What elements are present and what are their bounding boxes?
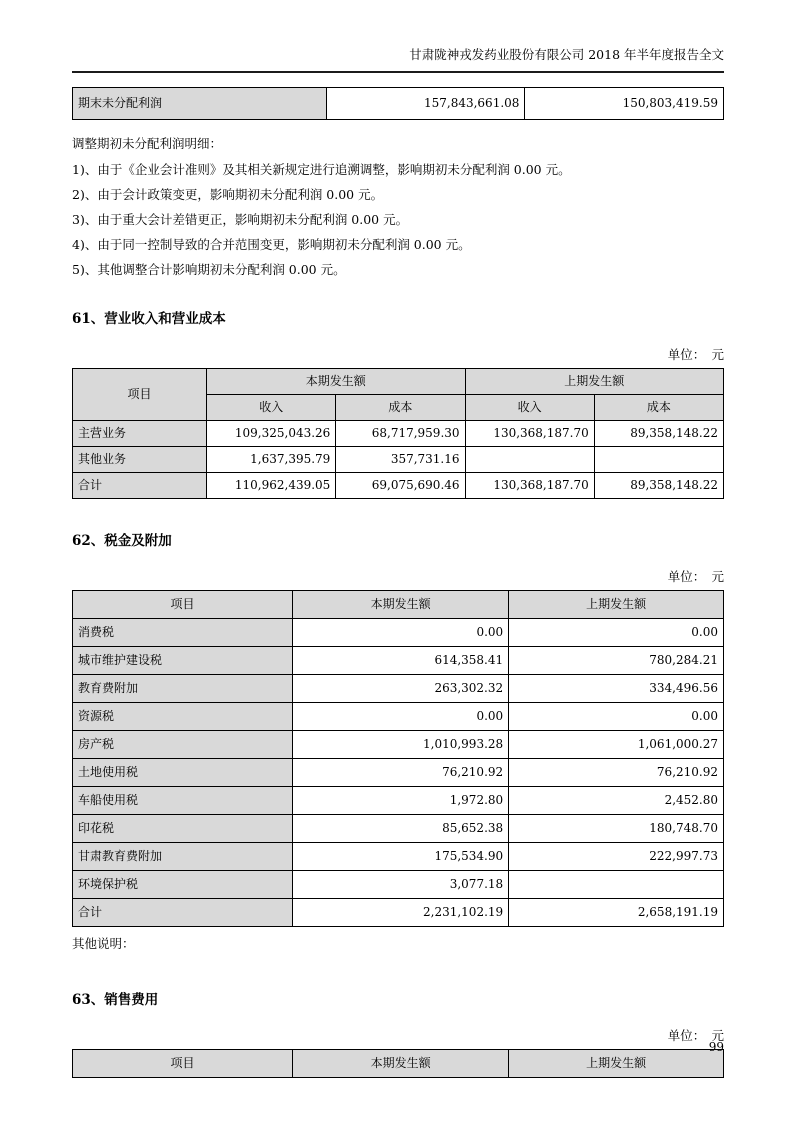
- row-label: 其他业务: [73, 447, 207, 473]
- table-row: [73, 843, 724, 871]
- table-row: [73, 647, 724, 675]
- page-number: 99: [708, 1040, 724, 1054]
- table-row: [73, 88, 724, 120]
- table-row: [73, 871, 724, 899]
- cell-value: 357,731.16: [336, 447, 465, 473]
- header-rule: [72, 71, 724, 73]
- row-label: 房产税: [73, 731, 293, 759]
- cell-value: [594, 447, 723, 473]
- cell-value: 180,748.70: [509, 815, 724, 843]
- table-row: [73, 899, 724, 927]
- cell-value: 130,368,187.70: [465, 473, 594, 499]
- cell-value: 1,061,000.27: [509, 731, 724, 759]
- row-label: 期末未分配利润: [73, 88, 327, 120]
- col-item: 项目: [73, 1050, 293, 1078]
- cell-value: 2,658,191.19: [509, 899, 724, 927]
- section-62-heading: 62、税金及附加: [72, 533, 172, 549]
- previous-value: 150,803,419.59: [525, 88, 724, 120]
- col-previous: 上期发生额: [465, 369, 723, 395]
- col-current: 本期发生额: [293, 591, 509, 619]
- cell-value: 614,358.41: [293, 647, 509, 675]
- cell-value: 222,997.73: [509, 843, 724, 871]
- table-row: [73, 731, 724, 759]
- tax-table: [72, 590, 724, 927]
- cell-value: 68,717,959.30: [336, 421, 465, 447]
- col-previous: 上期发生额: [509, 591, 724, 619]
- table-row: [73, 787, 724, 815]
- col-current: 本期发生额: [293, 1050, 509, 1078]
- cell-value: [509, 871, 724, 899]
- doc-header-title: 甘肃陇神戎发药业股份有限公司 2018 年半年度报告全文: [409, 47, 724, 62]
- adjustment-item: 3)、由于重大会计差错更正，影响期初未分配利润 0.00 元。: [72, 212, 409, 227]
- cell-value: 69,075,690.46: [336, 473, 465, 499]
- cell-value: 110,962,439.05: [207, 473, 336, 499]
- current-value: 157,843,661.08: [326, 88, 525, 120]
- table-row: [73, 619, 724, 647]
- row-label: 环境保护税: [73, 871, 293, 899]
- doc-header: [72, 0, 724, 64]
- table-header-row: [73, 591, 724, 619]
- cell-value: 3,077.18: [293, 871, 509, 899]
- row-label: 印花税: [73, 815, 293, 843]
- cell-value: [465, 447, 594, 473]
- cell-value: 2,452.80: [509, 787, 724, 815]
- selling-expense-table: [72, 1049, 724, 1078]
- cell-value: 1,010,993.28: [293, 731, 509, 759]
- row-label: 资源税: [73, 703, 293, 731]
- cell-value: 2,231,102.19: [293, 899, 509, 927]
- row-label: 合计: [73, 899, 293, 927]
- row-label: 消费税: [73, 619, 293, 647]
- col-previous: 上期发生额: [509, 1050, 724, 1078]
- retained-earnings-table: [72, 87, 724, 120]
- row-label: 甘肃教育费附加: [73, 843, 293, 871]
- adjustment-item: 2)、由于会计政策变更，影响期初未分配利润 0.00 元。: [72, 187, 384, 202]
- col-cost: 成本: [594, 395, 723, 421]
- row-label: 合计: [73, 473, 207, 499]
- unit-label: 单位： 元: [667, 1028, 724, 1043]
- cell-value: 85,652.38: [293, 815, 509, 843]
- col-item: 项目: [73, 369, 207, 421]
- cell-value: 0.00: [509, 703, 724, 731]
- col-cost: 成本: [336, 395, 465, 421]
- cell-value: 175,534.90: [293, 843, 509, 871]
- table-row: [73, 675, 724, 703]
- section-61-heading: 61、营业收入和营业成本: [72, 311, 226, 327]
- table-row: [73, 447, 724, 473]
- cell-value: 89,358,148.22: [594, 473, 723, 499]
- table-row: [73, 473, 724, 499]
- adjustment-item: 5)、其他调整合计影响期初未分配利润 0.00 元。: [72, 262, 346, 277]
- table-row: [73, 421, 724, 447]
- other-note: 其他说明：: [72, 936, 135, 951]
- cell-value: 109,325,043.26: [207, 421, 336, 447]
- table-header-row: [73, 369, 724, 395]
- table-row: [73, 703, 724, 731]
- cell-value: 89,358,148.22: [594, 421, 723, 447]
- cell-value: 263,302.32: [293, 675, 509, 703]
- row-label: 车船使用税: [73, 787, 293, 815]
- cell-value: 0.00: [293, 703, 509, 731]
- col-item: 项目: [73, 591, 293, 619]
- cell-value: 0.00: [293, 619, 509, 647]
- unit-label: 单位： 元: [667, 347, 724, 362]
- adjustment-intro: 调整期初未分配利润明细：: [72, 136, 223, 151]
- adjustment-item: 1)、由于《企业会计准则》及其相关新规定进行追溯调整，影响期初未分配利润 0.00 元。: [72, 162, 571, 177]
- adjustment-item: 4)、由于同一控制导致的合并范围变更，影响期初未分配利润 0.00 元。: [72, 237, 471, 252]
- table-row: [73, 815, 724, 843]
- col-income: 收入: [207, 395, 336, 421]
- cell-value: 780,284.21: [509, 647, 724, 675]
- table-header-row: [73, 1050, 724, 1078]
- cell-value: 334,496.56: [509, 675, 724, 703]
- row-label: 教育费附加: [73, 675, 293, 703]
- cell-value: 1,637,395.79: [207, 447, 336, 473]
- table-row: [73, 759, 724, 787]
- col-income: 收入: [465, 395, 594, 421]
- cell-value: 130,368,187.70: [465, 421, 594, 447]
- section-63-heading: 63、销售费用: [72, 992, 159, 1008]
- col-current: 本期发生额: [207, 369, 465, 395]
- row-label: 土地使用税: [73, 759, 293, 787]
- cell-value: 76,210.92: [293, 759, 509, 787]
- cell-value: 0.00: [509, 619, 724, 647]
- row-label: 城市维护建设税: [73, 647, 293, 675]
- cell-value: 1,972.80: [293, 787, 509, 815]
- revenue-cost-table: [72, 368, 724, 499]
- cell-value: 76,210.92: [509, 759, 724, 787]
- row-label: 主营业务: [73, 421, 207, 447]
- unit-label: 单位： 元: [667, 569, 724, 584]
